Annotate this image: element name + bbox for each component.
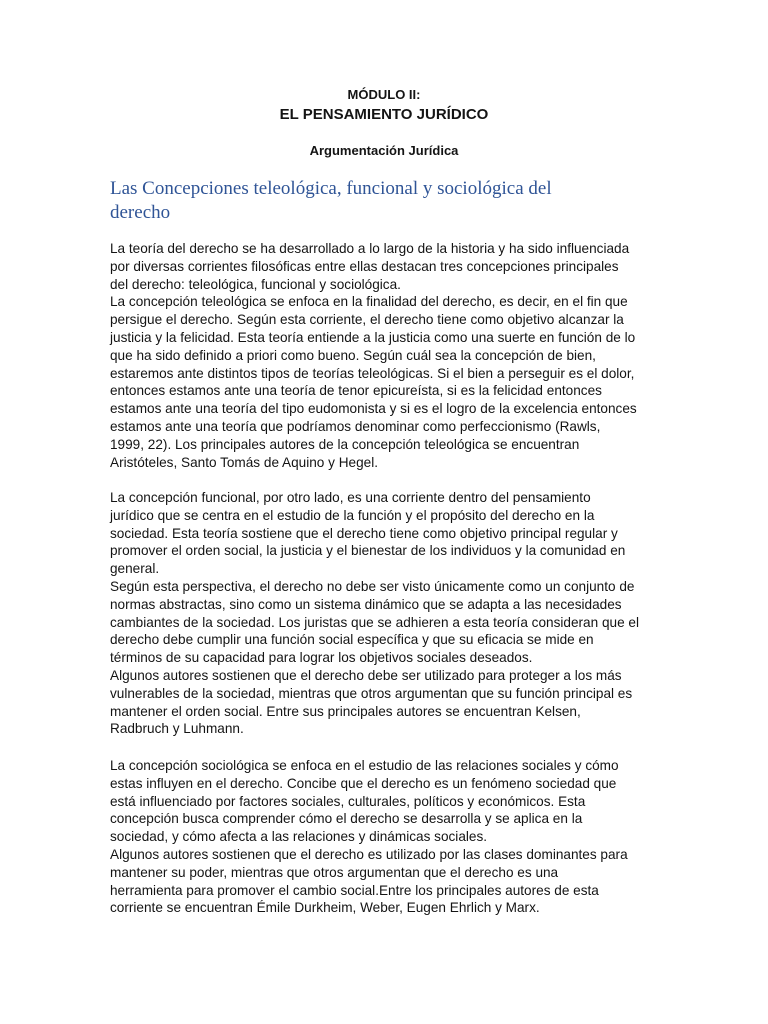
module-label: MÓDULO II: [347,87,421,102]
paragraph-teleological: La teoría del derecho se ha desarrollado a lo largo de la historia y ha sido influenciada por diversas corrientes filosóficas entre ellas destacan tres concepciones principales del derecho: teleológica, funcional y sociológica. La concepción teleológica se enfoca en la finalidad del derecho, es decir, en el fin que persigue el derecho. Según esta corriente, el derecho tiene como objetivo alcanzar la justicia y la felicidad. Esta teoría entiende a la justicia como una suerte en función de lo que ha sido definido a priori como bueno. Según cuál sea la concepción de bien, estaremos ante distintos tipos de teorías teleológicas. Si el bien a perseguir es el dolor, entonces estamos ante una teoría de tenor epicureísta, si es la felicidad entonces estamos ante una teoría del tipo eudomonista y si es el logro de la excelencia entonces estamos ante una teoría que podríamos denominar como perfeccionismo (Rawls, 1999, 22). Los principales autores de la concepción teleológica se encuentran Aristóteles, Santo Tomás de Aquino y Hegel. [110,241,637,470]
section-heading: Las Concepciones teleológica, funcional y sociológica del derecho [110,178,552,223]
paragraph-sociological: La concepción sociológica se enfoca en el estudio de las relaciones sociales y cómo estas influyen en el derecho. Concibe que el derecho es un fenómeno sociedad que está influenciado por factores sociales, culturales, políticos y económicos. Esta concepción busca comprender cómo el derecho se desarrolla y se aplica en la sociedad, y cómo afecta a las relaciones y dinámicas sociales. Algunos autores sostienen que el derecho es utilizado por las clases dominantes para mantener su poder, mientras que otros argumentan que el derecho es una herramienta para promover el cambio social.Entre los principales autores de esta corriente se encuentran Émile Durkheim, Weber, Eugen Ehrlich y Marx. [110,758,628,916]
document-title: EL PENSAMIENTO JURÍDICO [279,106,489,123]
paragraph-functional: La concepción funcional, por otro lado, es una corriente dentro del pensamiento jurídico que se centra en el estudio de la función y el propósito del derecho en la sociedad. Esta teoría sostiene que el derecho tiene como objetivo principal regular y promover el orden social, la justicia y el bienestar de los individuos y la comunidad en general. Según esta perspectiva, el derecho no debe ser visto únicamente como un conjunto de normas abstractas, sino como un sistema dinámico que se adapta a las necesidades cambiantes de la sociedad. Los juristas que se adhieren a esta teoría consideran que el derecho debe cumplir una función social específica y que su eficacia se mide en términos de su capacidad para lograr los objetivos sociales deseados. Algunos autores sostienen que el derecho debe ser utilizado para proteger a los más vulnerables de la sociedad, mientras que otros argumentan que su función principal es mantener el orden social. Entre sus principales autores se encuentran Kelsen, Radbruch y Luhmann. [110,490,639,737]
subject-subtitle: Argumentación Jurídica [309,143,459,158]
